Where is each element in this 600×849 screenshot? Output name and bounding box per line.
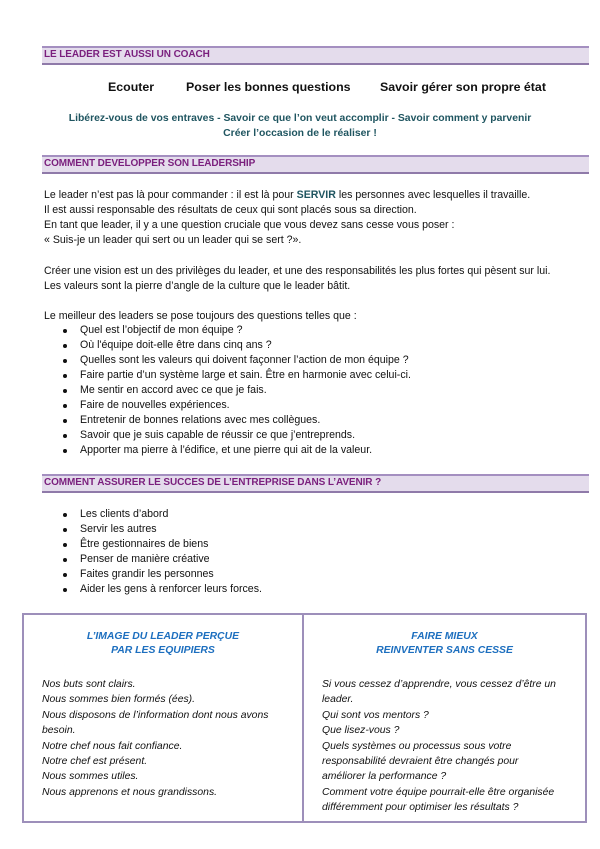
skill-ask-questions: Poser les bonnes questions <box>186 80 351 94</box>
leader-image-title <box>24 630 302 658</box>
leader-image-column <box>24 615 302 821</box>
tagline-line-2: Créer l’occasion de le réaliser ! <box>223 128 377 139</box>
section-header-coach-text: LE LEADER EST AUSSI UN COACH <box>44 49 210 60</box>
questions-list <box>60 323 411 458</box>
list-item: Faire partie d’un système large et sain. Être en harmonie avec celui-ci. <box>60 368 411 383</box>
body-line: responsabilité devraient être changés pour <box>322 756 519 768</box>
leader-comparison-box <box>22 613 587 823</box>
list-item: Savoir que je suis capable de réussir ce que j’entreprends. <box>60 428 411 443</box>
paragraph-line <box>44 188 594 203</box>
body-line: Notre chef nous fait confiance. <box>42 740 183 752</box>
body-line: Nos buts sont clairs. <box>42 679 136 690</box>
section-header-develop <box>42 155 589 174</box>
list-item: Faites grandir les personnes <box>60 567 262 582</box>
leader-image-body <box>42 677 292 800</box>
title-line: FAIRE MIEUX <box>411 631 478 642</box>
section-header-success-text: COMMENT ASSURER LE SUCCES DE L’ENTREPRISE DANS L’AVENIR ? <box>44 477 382 488</box>
paragraph-line: En tant que leader, il y a une question cruciale que vous devez sans cesse vous poser : <box>44 219 455 231</box>
paragraph-line: Créer une vision est un des privilèges du leader, et une des responsabilités les plus fortes qui pèsent sur lui. <box>44 265 551 277</box>
list-item: Penser de manière créative <box>60 552 262 567</box>
body-line: leader. <box>322 694 354 706</box>
body-line: Si vous cessez d’apprendre, vous cessez d’être un <box>322 679 556 690</box>
body-line: Nous sommes utiles. <box>42 771 139 783</box>
title-line: REINVENTER SANS CESSE <box>376 645 513 656</box>
develop-paragraph-1 <box>44 188 594 248</box>
coach-skills <box>0 80 600 96</box>
section-header-develop-text: COMMENT DEVELOPPER SON LEADERSHIP <box>44 158 256 169</box>
paragraph-line: Les valeurs sont la pierre d’angle de la culture que le leader bâtit. <box>44 280 351 292</box>
text-fragment: Le leader n’est pas là pour commander : il est là pour <box>44 189 297 201</box>
body-line: Nous sommes bien formés (ées). <box>42 694 196 706</box>
skill-manage-state: Savoir gérer son propre état <box>380 80 546 94</box>
list-item: Être gestionnaires de biens <box>60 537 262 552</box>
list-item: Servir les autres <box>60 522 262 537</box>
servir-highlight: SERVIR <box>296 189 336 201</box>
body-line: Nous disposons de l’information dont nous avons <box>42 709 269 721</box>
body-line: Notre chef est présent. <box>42 756 148 768</box>
body-line: Que lisez-vous ? <box>322 725 400 737</box>
section-header-success <box>42 474 589 493</box>
questions-intro <box>44 309 594 324</box>
list-item: Entretenir de bonnes relations avec mes collègues. <box>60 413 411 428</box>
skill-listen: Ecouter <box>108 80 155 94</box>
title-line: L’IMAGE DU LEADER PERÇUE <box>86 631 240 642</box>
body-line: améliorer la performance ? <box>322 771 447 783</box>
list-item: Aider les gens à renforcer leurs forces. <box>60 582 262 597</box>
list-item: Faire de nouvelles expériences. <box>60 398 411 413</box>
list-item: Où l'équipe doit-elle être dans cinq ans ? <box>60 338 411 353</box>
paragraph-line: Il est aussi responsable des résultats de ceux qui sont placés sous sa direction. <box>44 204 417 216</box>
title-line: PAR LES EQUIPIERS <box>111 645 215 656</box>
list-item: Les clients d’abord <box>60 507 262 522</box>
do-better-body <box>322 677 575 816</box>
list-item: Quel est l’objectif de mon équipe ? <box>60 323 411 338</box>
do-better-column <box>304 615 585 821</box>
tagline-line-1: Libérez-vous de vos entraves - Savoir ce que l’on veut accomplir - Savoir comment y parvenir <box>68 113 532 124</box>
list-item: Apporter ma pierre à l’édifice, et une pierre qui ait de la valeur. <box>60 443 411 458</box>
text-fragment: les personnes avec lesquelles il travaille. <box>335 189 531 201</box>
body-line: Qui sont vos mentors ? <box>322 709 429 721</box>
coach-tagline <box>0 111 600 141</box>
body-line: Comment votre équipe pourrait-elle être organisée <box>322 786 555 798</box>
success-list <box>60 507 262 597</box>
list-item: Me sentir en accord avec ce que je fais. <box>60 383 411 398</box>
section-header-coach <box>42 46 589 65</box>
paragraph-line: « Suis-je un leader qui sert ou un leader qui se sert ?». <box>44 234 302 246</box>
body-line: Quels systèmes ou processus sous votre <box>322 740 512 752</box>
do-better-title <box>304 630 585 658</box>
list-item: Quelles sont les valeurs qui doivent façonner l’action de mon équipe ? <box>60 353 411 368</box>
develop-paragraph-2 <box>44 264 594 294</box>
body-line: Nous apprenons et nous grandissons. <box>42 786 218 798</box>
body-line: besoin. <box>42 725 76 737</box>
paragraph-line: Le meilleur des leaders se pose toujours des questions telles que : <box>44 310 357 322</box>
body-line: différemment pour optimiser les résultats ? <box>322 802 519 814</box>
